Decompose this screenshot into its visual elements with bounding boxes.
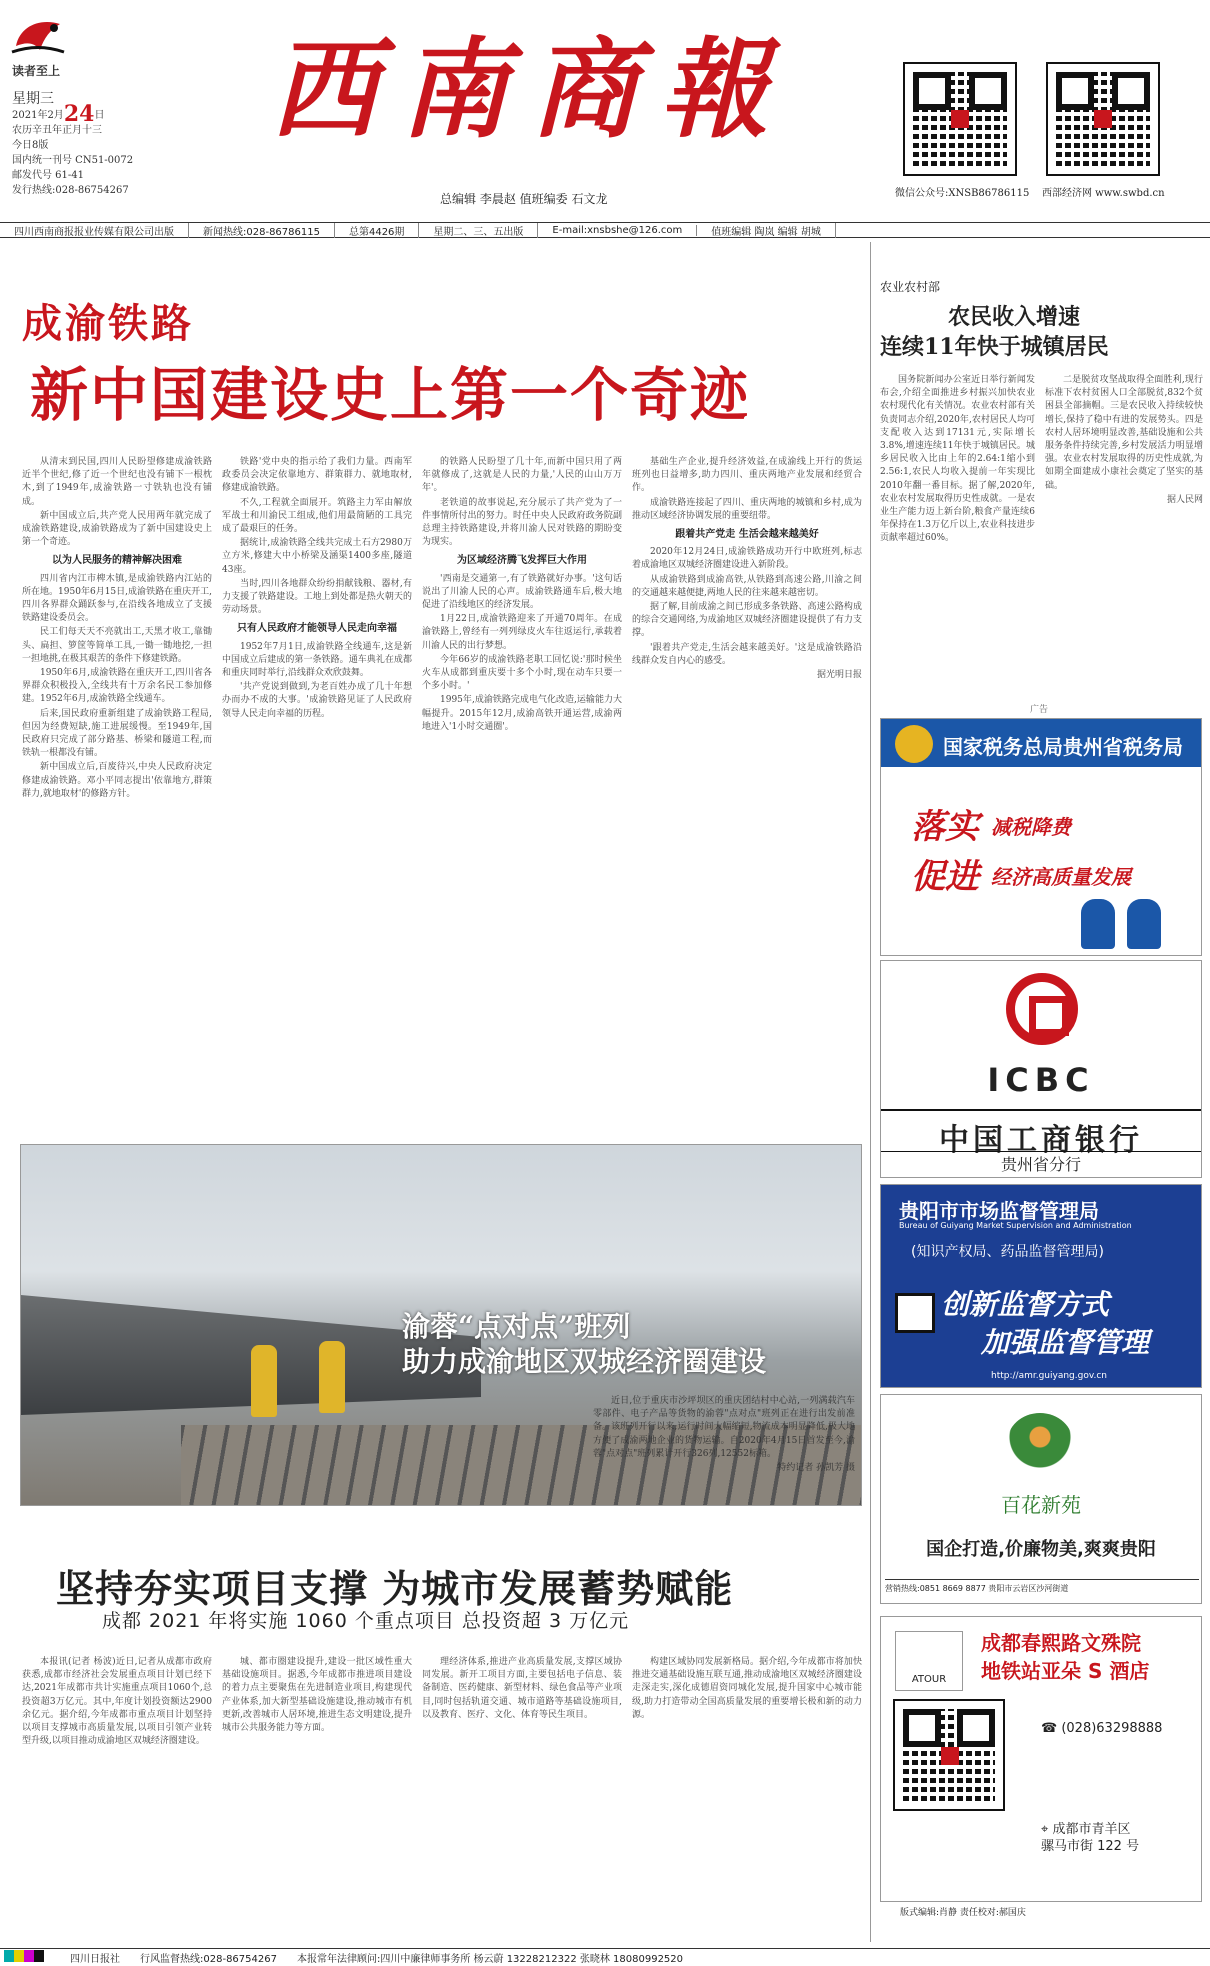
section-label: 农业农村部 [880,280,941,294]
tax-slogan-2b: 经济高质量发展 [991,865,1131,889]
duty-editor: 值班编辑 陶岚 编辑 胡城 [697,223,836,238]
tax-bureau-ad[interactable] [880,718,1202,956]
mascot-icon [1127,899,1161,949]
tax-slogan-1b: 减税降费 [991,815,1071,839]
website-qr-code[interactable] [1048,64,1158,174]
lunar-date: 农历辛丑年正月十三 [12,125,102,136]
hotel-phone: ☎ (028)63298888 [1041,1721,1163,1736]
email: E-mail:xnsbshe@126.com [538,225,697,236]
byline: 据人民网 [1166,494,1203,505]
lead-kicker: 成渝铁路 [22,300,194,347]
lead-column-1: 从清末到民国,四川人民盼望修建成渝铁路近半个世纪,修了近一个世纪也没有铺下一根枕木,到了1949年,成渝铁路一寸铁轨也没有铺成。 新中国成立后,共产党人民用两年就完成了成渝铁路建设,成渝铁路成为了新中国建设史上第一个奇迹。 以为人民服务的精神解决困难 四川省内江市椑木镇,是成渝铁路内江站的所在地。1950年6月15日,成渝铁路在重庆开工,四川各界群众踊跃参与,在沿线各地成立了支援铁路建设委员会。 民工们每天天不亮就出工,天黑才收工,靠锄头、扁担、箩筐等简单工具,一锄一锄地挖,一担一担地挑,在极其艰苦的条件下修建铁路。 1950年6月,成渝铁路在重庆开工,四川省各界群众积极投入,全线共有十万余名民工参加修建。1952年6月,成渝铁路全线通车。 后来,国民政府重新组建了成渝铁路工程局,但因为经费短缺,施工进展缓慢。至1949年,国民政府只完成了部分路基、桥梁和隧道工程,而铁轨一根都没有铺。 新中国成立后,百废待兴,中央人民政府决定修建成渝铁路。邓小平同志提出'依靠地方,群策群力,就地取材'的修路方针。 [22,457,212,799]
market-supervision-ad[interactable] [880,1184,1202,1388]
qr-caption-wechat: 微信公众号:XNSB86786115 [895,188,1030,199]
issue-number: 总第4426期 [335,223,419,238]
footer-hotline: 行风监督热线:028-86754267 [140,1954,277,1965]
photo-headline-2: 助力成渝地区双城经济圈建设 [402,1345,767,1378]
tax-slogan-2: 促进 [911,857,979,897]
info-bar [0,222,1210,238]
subheading: 跟着共产党走 生活会越来越美好 [675,529,819,541]
page-count: 今日8版 [12,140,49,151]
smr-english: Bureau of Guiyang Market Supervision and Administration [899,1221,1132,1230]
article2-column-3: 理经济体系,推进产业高质量发展,支撑区域协同发展。新开工项目方面,主要包括电子信息、装备制造、医药健康、新型材料、绿色食品等产业项目,同时包括轨道交通、城市道路等基础设施项目,以及教育、医疗、文化、体育等民生项目。 [422,1657,622,1720]
footer-legal: 本报常年法律顾问:四川中廉律师事务所 杨云蔚 13228212322 张晓林 18080992520 [296,1954,684,1965]
smr-slogan-1: 创新监督方式 [941,1288,1110,1321]
publish-days: 星期二、三、五出版 [419,223,538,238]
icbc-branch: 贵州省分行 [881,1151,1201,1175]
side-headline-1: 农民收入增速 [948,304,1081,330]
location-icon: ⌖ [1041,1822,1053,1837]
article2-headline: 坚持夯实项目支撑 为城市发展蓄势赋能 [56,1566,734,1611]
side-headline-2: 连续11年快于城镇居民 [880,334,1109,360]
publisher: 四川西南商报报业传媒有限公司出版 [0,223,189,238]
icbc-ad[interactable] [880,960,1202,1178]
baihua-hotline: 营销热线:0851 8669 8877 贵阳市云岩区沙河街道 [885,1579,1199,1594]
ad-label: 广告 [1030,705,1049,715]
railway-worker [319,1341,345,1413]
hotline: 发行热线:028-86754267 [12,185,129,196]
side-column-1: 国务院新闻办公室近日举行新闻发布会,介绍全面推进乡村振兴加快农业农村现代化有关情况。农业农村部有关负责同志介绍,2020年,农村居民人均可支配收入达到17131元,实际增长3.8%,增速连续11年快于城镇居民。城乡居民收入比由上年的2.64:1缩小到2.56:1,农民人均收入提前一年实现比2010年翻一番目标。据了解,2020年,农业农村发展取得历史性成就。一是农业生产能力迈上新台阶,粮食产量连续6年保持在1.3万亿斤以上,农业科技进步贡献率超过60%。 [880,375,1035,544]
byline: 据光明日报 [816,670,862,681]
tax-bureau-name: 国家税务总局贵州省税务局 [881,719,1201,767]
lead-column-2: 铁路'党中央的指示给了我们力量。西南军政委员会决定依靠地方、群策群力、就地取材,修建成渝铁路。 不久,工程就全面展开。筑路主力军由解放军战士和川渝民工组成,他们用最简陋的工具完成了最艰巨的任务。 据统计,成渝铁路全线共完成土石方2980万立方米,修建大中小桥梁及涵渠1400多座,隧道43座。 当时,四川各地群众纷纷捐献钱粮、器材,有力支援了铁路建设。工地上到处都是热火朝天的劳动场景。 只有人民政府才能领导人民走向幸福 1952年7月1日,成渝铁路全线通车,这是新中国成立后建成的第一条铁路。通车典礼在成都和重庆同时举行,沿线群众欢欣鼓舞。 '共产党说到做到,为老百姓办成了几十年想办而办不成的大事。'成渝铁路见证了人民政府领导人民走向幸福的历程。 [222,457,412,719]
photo-headline-1: 渝蓉“点对点”班列 [402,1310,631,1343]
weekday: 星期三 [12,91,54,107]
lead-headline: 新中国建设史上第一个奇迹 [30,361,751,429]
article2-column-1: 本报讯(记者 杨波)近日,记者从成都市政府获悉,成都市经济社会发展重点项目计划已经下达,2021年成都市共计实施重点项目1060个,总投资超3万亿元。其中,年度计划投资额达2900余亿元。据介绍,今年成都市重点项目计划坚持以项目支撑城市高质量发展,以项目引领产业转型升级,以项目推动成渝地区双城经济圈建设。 [22,1657,212,1747]
article2-column-4: 构建区域协同发展新格局。据介绍,今年成都市将加快推进交通基础设施互联互通,推动成渝地区双城经济圈建设走深走实,深化成德眉资同城化发展,提升国家中心城市能级,助力打造带动全国高质量发展的重要增长极和新的动力源。 [632,1657,862,1720]
post-code: 邮发代号 61-41 [12,170,85,181]
railway-worker [251,1345,277,1417]
cn-number: 国内统一刊号 CN51-0072 [12,155,134,166]
tax-emblem-icon [895,725,933,763]
issue-date: 2021年2月24日 [12,101,105,127]
icbc-logo-icon [1006,973,1078,1045]
lead-column-3: 的铁路人民盼望了几十年,而新中国只用了两年就修成了,这就是人民的力量,'人民的山山万万年'。 老铁道的故事说起,充分展示了共产党为了一件事情所付出的努力。时任中央人民政府政务院副总理主持铁路建设,并将川渝人民对铁路的期盼变为现实。 为区域经济腾飞发挥巨大作用 '西南是交通第一,有了铁路就好办事。'这句话说出了川渝人民的心声。成渝铁路通车后,极大地促进了沿线地区的经济发展。 1月22日,成渝铁路迎来了开通70周年。在成渝铁路上,曾经有一列列绿皮火车往返运行,承载着川渝人民的出行梦想。 今年66岁的成渝铁路老职工回忆说:'那时候坐火车从成都到重庆要十多个小时,现在动车只要一个多小时。' 1995年,成渝铁路完成电气化改造,运输能力大幅提升。2015年12月,成渝高铁开通运营,成渝两地进入'1小时交通圈'。 [422,457,622,732]
mascot-icon [1081,899,1115,949]
tax-slogan-1: 落实 [911,807,979,847]
article2-column-2: 城、都市圈建设提升,建设一批区域性重大基础设施项目。据悉,今年成都市推进项目建设的着力点主要聚焦在先进制造业项目,构建现代产业体系,加大新型基础设施建设,推动城市有机更新,改善城市人居环境,推进生态文明建设,提升城市公共服务能力等方面。 [222,1657,412,1734]
smr-subtitle: (知识产权局、药品监督管理局) [911,1244,1104,1260]
side-column-2: 二是脱贫攻坚战取得全面胜利,现行标准下农村贫困人口全部脱贫,832个贫困县全部摘帽。三是农民收入持续较快增长,保持了稳中有进的发展势头。四是农村人居环境明显改善,基础设施和公共服务条件持续完善,乡村发展活力明显增强。农业农村发展取得的历史性成就,为如期全面建成小康社会奠定了坚实的基础。 据人民网 [1045,374,1203,694]
footer-publisher: 四川日报社 [70,1954,120,1965]
smr-slogan-2: 加强监督管理 [981,1326,1150,1359]
phone-icon: ☎ [1041,1721,1062,1736]
editors-line: 总编辑 李晨赵 值班编委 石文龙 [440,192,608,206]
slogan: 读者至上 [12,64,61,78]
baihua-slogan: 国企打造,价廉物美,爽爽贵阳 [926,1539,1156,1560]
smr-qr-code[interactable] [895,1293,935,1333]
wechat-qr-code[interactable] [905,64,1015,174]
page-footer [0,1948,1210,1966]
subheading: 为区域经济腾飞发挥巨大作用 [457,555,587,567]
atour-logo: ATOUR [895,1631,963,1691]
issue-meta [12,92,133,198]
baihua-logo-icon [1007,1413,1073,1473]
newspaper-title: 西南商報 [270,27,791,153]
hotel-qr-code[interactable] [895,1701,1003,1809]
hotel-address: ⌖ 成都市青羊区 骡马市街 122 号 [1041,1822,1140,1854]
atour-hotel-ad[interactable] [880,1616,1202,1902]
icbc-zh-name: 中国工商银行 [881,1109,1201,1159]
newspaper-logo-icon [10,16,66,56]
hotel-name-2: 地铁站亚朵 S 酒店 [981,1659,1150,1683]
smr-url[interactable]: http://amr.guiyang.gov.cn [991,1371,1107,1381]
layout-credits: 版式编辑:肖静 责任校对:郝国庆 [900,1908,1026,1918]
article2-subheadline: 成都 2021 年将实施 1060 个重点项目 总投资超 3 万亿元 [102,1610,630,1632]
hotel-name-1: 成都春熙路文殊院 [981,1631,1141,1655]
color-calibration-bar [4,1950,44,1962]
smr-title: 贵阳市市场监督管理局 [899,1199,1099,1223]
news-hotline: 新闻热线:028-86786115 [189,223,335,238]
lead-column-4: 基础生产企业,提升经济效益,在成渝线上开行的货运班列也日益增多,助力四川、重庆两地产业发展和经贸合作。 成渝铁路连接起了四川、重庆两地的城镇和乡村,成为推动区域经济协调发展的重要纽带。 跟着共产党走 生活会越来越美好 2020年12月24日,成渝铁路成功开行中欧班列,标志着成渝地区双城经济圈建设进入新阶段。 从成渝铁路到成渝高铁,从铁路到高速公路,川渝之间的交通越来越便捷,两地人民的往来越来越密切。 据了解,目前成渝之间已形成多条铁路、高速公路构成的综合交通网络,为成渝地区双城经济圈建设提供了有力支撑。 '跟着共产党走,生活会越来越美好。'这是成渝铁路沿线群众发自内心的感受。 据光明日报 [632,456,862,1126]
icbc-en-name: ICBC [987,1061,1095,1099]
subheading: 只有人民政府才能领导人民走向幸福 [237,623,397,635]
baihua-name: 百花新苑 [1001,1493,1081,1517]
subheading: 以为人民服务的精神解决困难 [52,555,182,567]
qr-caption-website: 西部经济网 www.swbd.cn [1042,188,1165,199]
photo-caption: 近日,位于重庆市沙坪坝区的重庆团结村中心站,一列满载汽车零部件、电子产品等货物的渝蓉"点对点"班列正在进行出发前准备。该班列开行以来,运行时间大幅缩短,物流成本明显降低,极大地方便了成渝两地企业的货物运输。自2020年4月15日首发至今,渝蓉"点对点"班列累计开行326列,12552标箱。 特约记者 孙凯芳 摄 [593,1396,855,1474]
baihua-ad[interactable] [880,1394,1202,1604]
